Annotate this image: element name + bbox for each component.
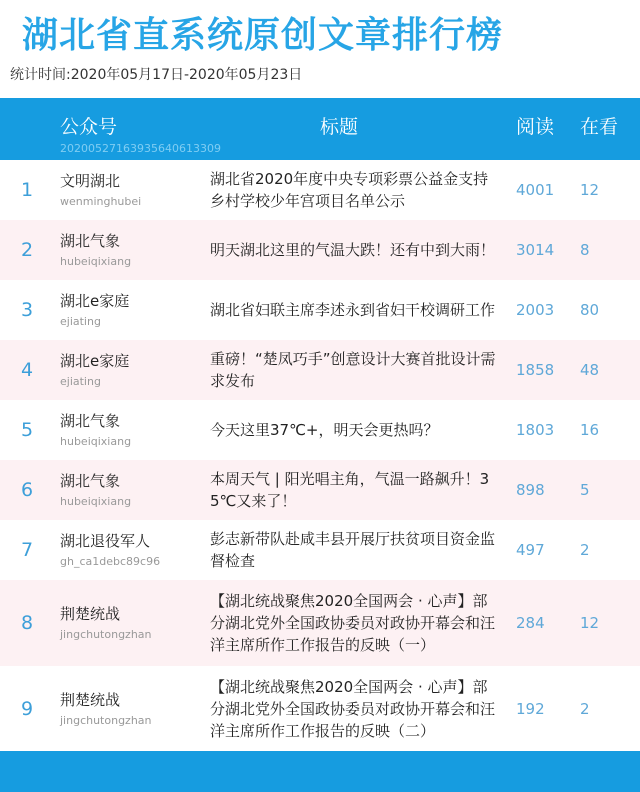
account-cell [60,520,160,580]
article-title[interactable]: 湖北省2020年度中央专项彩票公益金支持乡村学校少年宫项目名单公示 [210,170,489,210]
article-title[interactable]: 今天这里37℃+，明天会更热吗？ [210,421,439,439]
table-row [0,160,640,220]
header-reads: 阅读 [516,116,555,138]
look-count: 80 [580,301,600,319]
article-title[interactable]: 明天湖北这里的气温大跌！还有中到大雨！ [210,241,496,259]
article-title[interactable]: 【湖北统战聚焦2020全国两会 · 心声】部分湖北党外全国政协委员对政协开幕会和汪洋主席所作工作报告的反映（一） [210,592,496,654]
page-title: 湖北省直系统原创文章排行榜 [22,15,504,56]
rank-number: 6 [20,479,34,501]
account-id: jingchutongzhan [60,714,152,727]
table-row [0,460,640,520]
account-id: hubeiqixiang [60,435,132,448]
rank-number: 1 [20,179,34,201]
account-cell [60,666,152,752]
account-id: hubeiqixiang [60,255,132,268]
article-cell [210,580,502,666]
article-cell [210,220,502,280]
rank-number: 5 [20,419,34,441]
read-count: 2003 [516,301,555,319]
table-row [0,520,640,580]
account-id: hubeiqixiang [60,495,132,508]
look-count: 2 [580,700,590,718]
article-title[interactable]: 重磅！“楚凤巧手”创意设计大赛首批设计需求发布 [210,350,496,390]
header-title: 标题 [320,116,359,138]
rank-number: 9 [20,698,34,720]
account-name: 湖北气象 [60,232,121,250]
rank-number: 3 [20,299,34,321]
read-count: 192 [516,700,545,718]
look-count: 16 [580,421,600,439]
account-name: 湖北退役军人 [60,532,151,550]
table-row [0,220,640,280]
read-count: 1858 [516,361,555,379]
article-cell [210,400,502,460]
read-count: 284 [516,614,545,632]
table-row [0,400,640,460]
table-row [0,280,640,340]
account-name: 文明湖北 [60,172,121,190]
report-code: 20200527163935640613309 [60,142,221,155]
account-name: 湖北e家庭 [60,292,130,310]
article-title[interactable]: 彭志新带队赴咸丰县开展厅扶贫项目资金监督检查 [210,530,496,570]
table-row [0,340,640,400]
account-id: wenminghubei [60,195,142,208]
account-cell [60,220,131,280]
read-count: 497 [516,541,545,559]
look-count: 8 [580,241,590,259]
look-count: 12 [580,614,600,632]
article-cell [210,460,502,520]
account-cell [60,160,141,220]
read-count: 3014 [516,241,555,259]
account-name: 荆楚统战 [60,691,121,709]
article-title[interactable]: 湖北省妇联主席李述永到省妇干校调研工作 [210,301,496,319]
account-id: gh_ca1debc89c96 [60,555,161,568]
article-cell [210,520,502,580]
read-count: 898 [516,481,545,499]
ranking-table [0,160,640,752]
read-count: 4001 [516,181,555,199]
account-cell [60,580,152,666]
account-cell [60,280,129,340]
look-count: 2 [580,541,590,559]
table-header [0,98,640,160]
account-cell [60,340,129,400]
rank-number: 4 [20,359,34,381]
account-id: ejiating [60,375,101,388]
account-cell [60,460,131,520]
article-cell [210,280,502,340]
account-id: ejiating [60,315,101,328]
rank-number: 8 [20,612,34,634]
account-cell [60,400,131,460]
article-cell [210,160,502,220]
account-name: 湖北e家庭 [60,352,130,370]
look-count: 5 [580,481,590,499]
article-cell [210,340,502,400]
article-title[interactable]: 【湖北统战聚焦2020全国两会 · 心声】部分湖北党外全国政协委员对政协开幕会和汪洋主席所作工作报告的反映（二） [210,678,496,740]
account-name: 湖北气象 [60,412,121,430]
table-row [0,666,640,752]
read-count: 1803 [516,421,555,439]
rank-number: 2 [20,239,34,261]
account-name: 湖北气象 [60,472,121,490]
account-name: 荆楚统战 [60,605,121,623]
footer-bar [0,751,640,792]
look-count: 12 [580,181,600,199]
article-cell [210,666,502,752]
article-title[interactable]: 本周天气 | 阳光唱主角，气温一路飙升！35℃又来了！ [210,470,490,510]
account-id: jingchutongzhan [60,628,152,641]
header-account: 公众号 [60,116,118,138]
statistics-period: 统计时间:2020年05月17日-2020年05月23日 [10,67,303,83]
header-looks: 在看 [580,116,619,138]
rank-number: 7 [20,539,34,561]
table-row [0,580,640,666]
look-count: 48 [580,361,600,379]
